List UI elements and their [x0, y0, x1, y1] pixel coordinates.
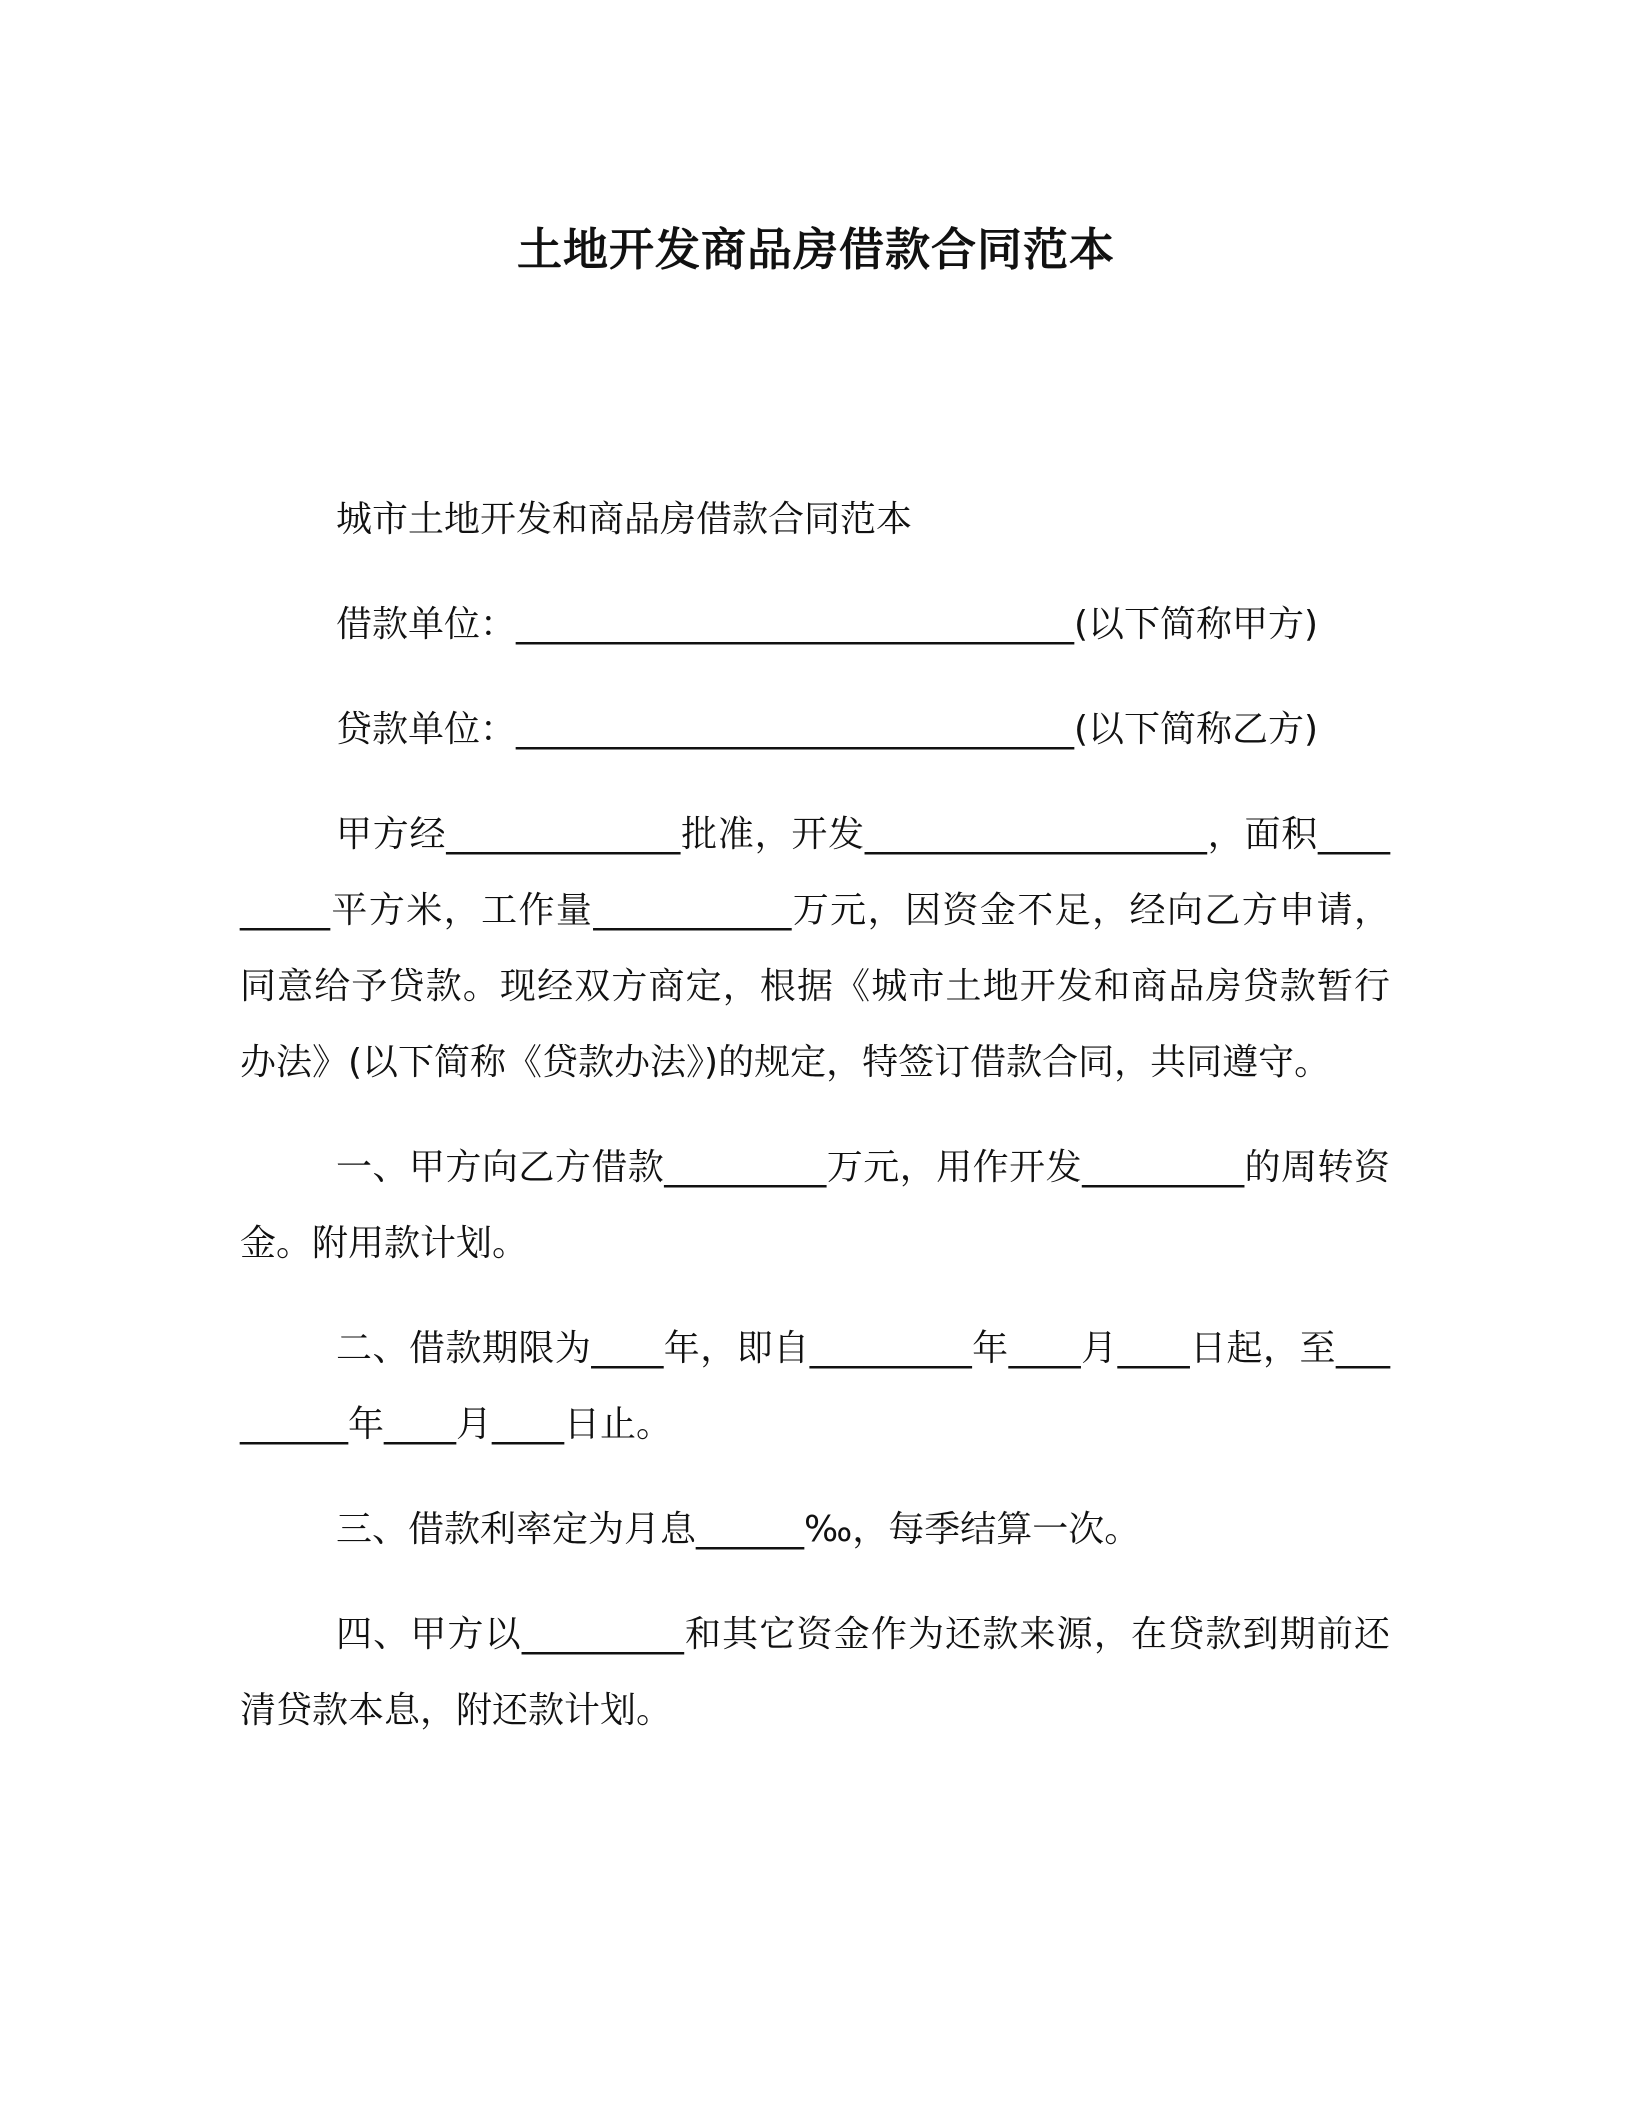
- contract-subtitle: 城市土地开发和商品房借款合同范本: [336, 499, 913, 540]
- clause-1: 一、甲方向乙方借款_________万元，用作开发_________的周转资金。附用款计划。: [240, 1147, 1390, 1264]
- document-title: 土地开发商品房借款合同范本: [516, 223, 1115, 276]
- borrower-line: 借款单位：_______________________________(以下简称甲方): [336, 604, 1319, 645]
- document-body: [240, 482, 1390, 1749]
- clause-4: 四、甲方以_________和其它资金作为还款来源，在贷款到期前还清贷款本息，附还款计划。: [240, 1614, 1390, 1731]
- clause-3: 三、借款利率定为月息______‰，每季结算一次。: [336, 1509, 1141, 1550]
- preamble-paragraph: 甲方经_____________批准，开发___________________，面积_________平方米，工作量___________万元，因资金不足，经向乙方申请，同意给予贷款。现经双方商定，根据《城市土地开发和商品房贷款暂行办法》(以下简称《贷款办法》)的规定，特签订借款合同，共同遵守。: [240, 814, 1390, 1083]
- lender-line: 贷款单位：_______________________________(以下简称乙方): [336, 709, 1319, 750]
- clause-2: 二、借款期限为____年，即自_________年____月____日起，至_________年____月____日止。: [240, 1328, 1390, 1445]
